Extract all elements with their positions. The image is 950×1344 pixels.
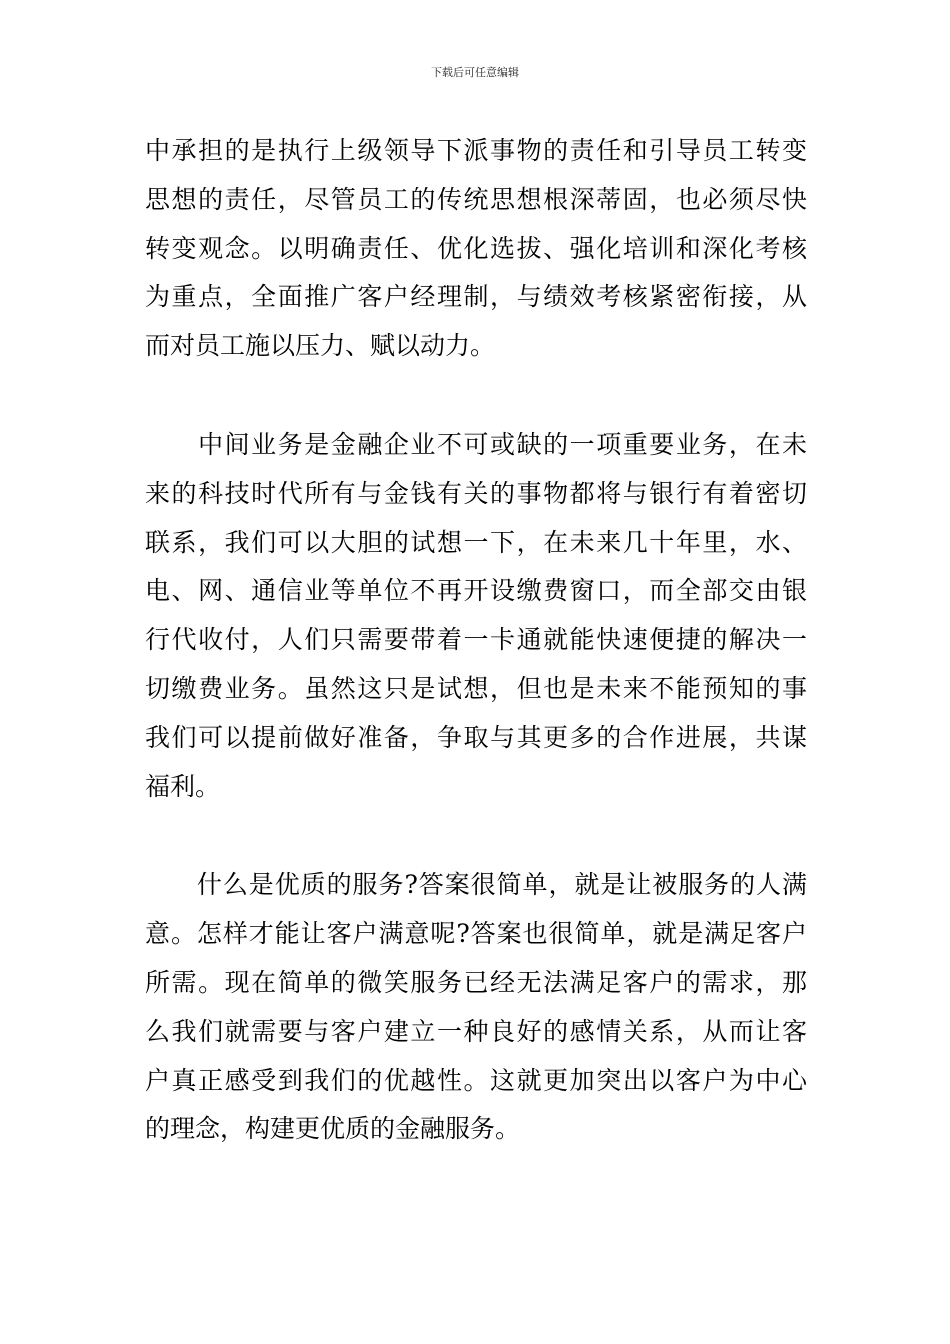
paragraph-2 xyxy=(145,421,807,811)
paragraph-line: 联系，我们可以大胆的试想一下，在未来几十年里，水、 xyxy=(145,527,807,557)
paragraph-line: 户真正感受到我们的优越性。这就更加突出以客户为中心 xyxy=(145,1065,807,1095)
paragraph-line: 电、网、通信业等单位不再开设缴费窗口，而全部交由银 xyxy=(145,576,807,606)
paragraph-line: 所需。现在简单的微笑服务已经无法满足客户的需求，那 xyxy=(145,967,807,997)
paragraph-line: 么我们就需要与客户建立一种良好的感情关系，从而让客 xyxy=(145,1016,807,1046)
paragraph-line: 中间业务是金融企业不可或缺的一项重要业务，在未 xyxy=(145,429,807,459)
paragraph-1 xyxy=(145,127,807,371)
document-body xyxy=(145,127,807,1154)
paragraph-line: 为重点，全面推广客户经理制，与绩效考核紧密衔接，从 xyxy=(145,282,807,312)
paragraph-line: 我们可以提前做好准备，争取与其更多的合作进展，共谋 xyxy=(145,722,807,752)
paragraph-3 xyxy=(145,861,807,1154)
paragraph-line: 转变观念。以明确责任、优化选拔、强化培训和深化考核 xyxy=(145,233,807,263)
paragraph-line: 的理念，构建更优质的金融服务。 xyxy=(145,1114,521,1144)
paragraph-line: 行代收付，人们只需要带着一卡通就能快速便捷的解决一 xyxy=(145,625,807,655)
paragraph-line: 福利。 xyxy=(145,771,221,801)
paragraph-line: 来的科技时代所有与金钱有关的事物都将与银行有着密切 xyxy=(145,478,807,508)
paragraph-line: 什么是优质的服务?答案很简单，就是让被服务的人满 xyxy=(145,870,807,900)
paragraph-line: 中承担的是执行上级领导下派事物的责任和引导员工转变 xyxy=(145,136,807,165)
paragraph-line: 思想的责任，尽管员工的传统思想根深蒂固，也必须尽快 xyxy=(145,184,807,214)
paragraph-line: 切缴费业务。虽然这只是试想，但也是未来不能预知的事 xyxy=(145,673,807,703)
paragraph-line: 意。怎样才能让客户满意呢?答案也很简单，就是满足客户 xyxy=(145,919,807,949)
paragraph-line: 而对员工施以压力、赋以动力。 xyxy=(145,331,496,361)
page-header-note: 下载后可任意编辑 xyxy=(431,66,519,79)
